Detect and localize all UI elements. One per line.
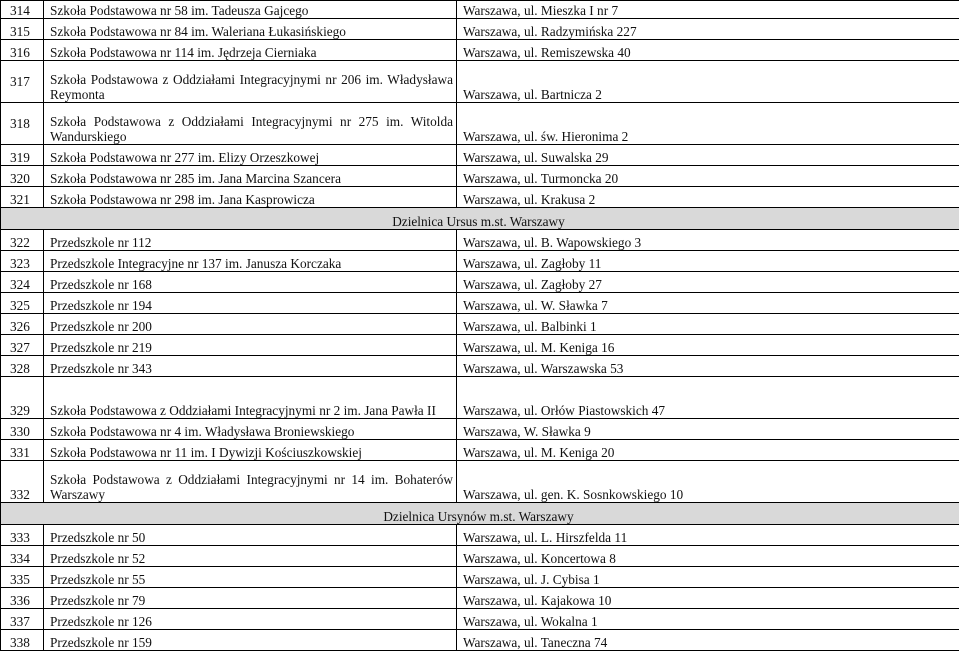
institution-address: Warszawa, ul. Zagłoby 11	[457, 251, 959, 272]
institution-name: Szkoła Podstawowa nr 298 im. Jana Kasprowicza	[44, 187, 457, 208]
institution-address: Warszawa, ul. J. Cybisa 1	[457, 567, 959, 588]
table-row	[1, 40, 959, 61]
row-number: 336	[1, 588, 44, 609]
table-row	[1, 272, 959, 293]
row-number: 334	[1, 546, 44, 567]
row-number: 335	[1, 567, 44, 588]
row-number: 332	[1, 461, 44, 503]
table-row	[1, 19, 959, 40]
institution-name: Szkoła Podstawowa nr 58 im. Tadeusza Gajcego	[44, 1, 457, 19]
table-row	[1, 335, 959, 356]
table-row	[1, 630, 959, 651]
institution-address: Warszawa, ul. Remiszewska 40	[457, 40, 959, 61]
row-number: 337	[1, 609, 44, 630]
institution-address: Warszawa, ul. Zagłoby 27	[457, 272, 959, 293]
row-number: 320	[1, 166, 44, 187]
institution-address: Warszawa, ul. św. Hieronima 2	[457, 103, 959, 145]
institution-name: Przedszkole nr 168	[44, 272, 457, 293]
institution-name: Przedszkole nr 200	[44, 314, 457, 335]
institution-address: Warszawa, ul. Turmoncka 20	[457, 166, 959, 187]
table-row	[1, 314, 959, 335]
row-number: 324	[1, 272, 44, 293]
row-number: 317	[1, 61, 44, 103]
table-row	[1, 145, 959, 166]
row-number: 321	[1, 187, 44, 208]
institution-name: Przedszkole nr 55	[44, 567, 457, 588]
institution-name: Szkoła Podstawowa nr 277 im. Elizy Orzeszkowej	[44, 145, 457, 166]
table-row	[1, 293, 959, 314]
table-body	[1, 1, 959, 651]
table-row	[1, 1, 959, 19]
institution-address: Warszawa, ul. M. Keniga 16	[457, 335, 959, 356]
district-header-row	[1, 208, 959, 230]
institution-address: Warszawa, ul. Bartnicza 2	[457, 61, 959, 103]
institution-address: Warszawa, ul. Wokalna 1	[457, 609, 959, 630]
institution-address: Warszawa, ul. Taneczna 74	[457, 630, 959, 651]
table-row	[1, 546, 959, 567]
institution-address: Warszawa, ul. M. Keniga 20	[457, 440, 959, 461]
institution-address: Warszawa, ul. Warszawska 53	[457, 356, 959, 377]
row-number: 327	[1, 335, 44, 356]
table-row	[1, 440, 959, 461]
table-row	[1, 61, 959, 103]
table-row	[1, 166, 959, 187]
institution-name: Szkoła Podstawowa nr 114 im. Jędrzeja Cierniaka	[44, 40, 457, 61]
table-row	[1, 588, 959, 609]
institution-address: Warszawa, ul. B. Wapowskiego 3	[457, 230, 959, 251]
table-row	[1, 567, 959, 588]
table-row	[1, 419, 959, 440]
table-row	[1, 461, 959, 503]
row-number: 338	[1, 630, 44, 651]
institution-name: Przedszkole nr 79	[44, 588, 457, 609]
row-number: 326	[1, 314, 44, 335]
institution-address: Warszawa, ul. W. Sławka 7	[457, 293, 959, 314]
row-number: 316	[1, 40, 44, 61]
row-number: 315	[1, 19, 44, 40]
institution-name: Przedszkole nr 52	[44, 546, 457, 567]
table-row	[1, 187, 959, 208]
district-header: Dzielnica Ursynów m.st. Warszawy	[1, 503, 959, 525]
institution-name: Przedszkole nr 343	[44, 356, 457, 377]
institution-address: Warszawa, ul. Suwalska 29	[457, 145, 959, 166]
institution-address: Warszawa, ul. Krakusa 2	[457, 187, 959, 208]
row-number: 330	[1, 419, 44, 440]
institution-name: Przedszkole nr 159	[44, 630, 457, 651]
row-number: 333	[1, 525, 44, 546]
table-row	[1, 356, 959, 377]
institution-address: Warszawa, ul. Balbinki 1	[457, 314, 959, 335]
row-number: 314	[1, 1, 44, 19]
institution-name: Przedszkole nr 50	[44, 525, 457, 546]
institution-address: Warszawa, ul. gen. K. Sosnkowskiego 10	[457, 461, 959, 503]
table-row	[1, 609, 959, 630]
row-number: 331	[1, 440, 44, 461]
institution-address: Warszawa, ul. Orłów Piastowskich 47	[457, 377, 959, 419]
row-number: 328	[1, 356, 44, 377]
row-number: 319	[1, 145, 44, 166]
institution-address: Warszawa, ul. Koncertowa 8	[457, 546, 959, 567]
district-header: Dzielnica Ursus m.st. Warszawy	[1, 208, 959, 230]
institution-name: Szkoła Podstawowa nr 84 im. Waleriana Łukasińskiego	[44, 19, 457, 40]
institution-name: Szkoła Podstawowa z Oddziałami Integracyjnymi nr 206 im. Władysława Reymonta	[44, 61, 457, 103]
institution-name: Szkoła Podstawowa z Oddziałami Integracyjnymi nr 14 im. Bohaterów Warszawy	[44, 461, 457, 503]
table-row	[1, 525, 959, 546]
table-row	[1, 230, 959, 251]
table-row	[1, 103, 959, 145]
institution-name: Przedszkole nr 219	[44, 335, 457, 356]
row-number: 322	[1, 230, 44, 251]
institution-address: Warszawa, ul. Radzymińska 227	[457, 19, 959, 40]
row-number: 318	[1, 103, 44, 145]
institution-name: Szkoła Podstawowa nr 285 im. Jana Marcina Szancera	[44, 166, 457, 187]
institution-name: Szkoła Podstawowa z Oddziałami Integracyjnymi nr 275 im. Witolda Wandurskiego	[44, 103, 457, 145]
institution-name: Szkoła Podstawowa nr 11 im. I Dywizji Kościuszkowskiej	[44, 440, 457, 461]
row-number: 329	[1, 377, 44, 419]
district-header-row	[1, 503, 959, 525]
row-number: 323	[1, 251, 44, 272]
institution-address: Warszawa, ul. Kajakowa 10	[457, 588, 959, 609]
institution-name: Szkoła Podstawowa z Oddziałami Integracyjnymi nr 2 im. Jana Pawła II	[44, 377, 457, 419]
institution-name: Przedszkole nr 126	[44, 609, 457, 630]
institution-name: Szkoła Podstawowa nr 4 im. Władysława Broniewskiego	[44, 419, 457, 440]
institution-address: Warszawa, ul. L. Hirszfelda 11	[457, 525, 959, 546]
institution-address: Warszawa, ul. Mieszka I nr 7	[457, 1, 959, 19]
table-row	[1, 251, 959, 272]
institution-name: Przedszkole nr 194	[44, 293, 457, 314]
institution-name: Przedszkole Integracyjne nr 137 im. Janusza Korczaka	[44, 251, 457, 272]
institution-name: Przedszkole nr 112	[44, 230, 457, 251]
table-row	[1, 377, 959, 419]
row-number: 325	[1, 293, 44, 314]
institution-address: Warszawa, W. Sławka 9	[457, 419, 959, 440]
